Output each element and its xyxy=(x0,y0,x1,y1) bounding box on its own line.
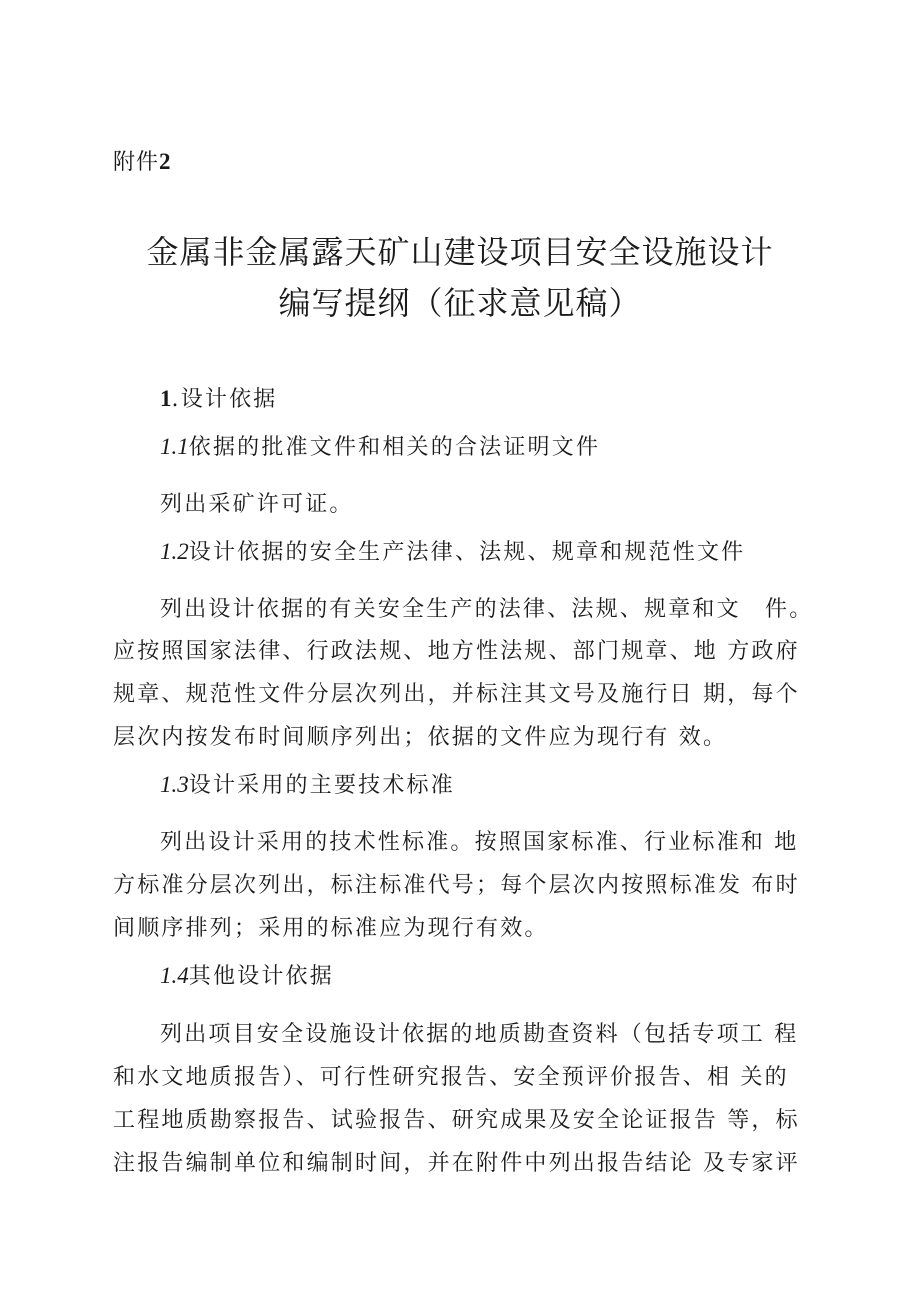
paragraph-line: 注报告编制单位和编制时间，并在附件中列出报告结论 及专家评 xyxy=(113,1151,800,1176)
section-1-title: .设计依据 xyxy=(171,387,278,412)
attachment-label-text: 附件 xyxy=(113,150,160,175)
paragraph-line: 列出项目安全设施设计依据的地质勘查资料（包括专项工 程 xyxy=(160,1022,799,1047)
paragraph-line: 列出采矿许可证。 xyxy=(160,492,354,517)
subsection-1-2-number: 1.2 xyxy=(160,539,189,564)
section-1-number: 1 xyxy=(160,386,172,411)
subsection-1-2-heading xyxy=(160,535,745,566)
paragraph-line: 规章、规范性文件分层次列出，并标注其文号及施行日 期，每个 xyxy=(113,682,800,707)
section-1-heading xyxy=(160,382,278,413)
document-title-line2: 编写提纲（征求意见稿） xyxy=(278,284,642,322)
attachment-number: 2 xyxy=(159,149,172,174)
paragraph-line: 间顺序排列；采用的标准应为现行有效。 xyxy=(113,916,549,941)
paragraph-line: 层次内按发布时间顺序列出；依据的文件应为现行有 效。 xyxy=(113,725,728,750)
subsection-1-3-title: 设计采用的主要技术标准 xyxy=(188,773,455,798)
paragraph-line: 列出设计依据的有关安全生产的法律、法规、规章和文 件。 xyxy=(160,597,814,622)
document-title-line1: 金属非金属露天矿山建设项目安全设施设计 xyxy=(146,233,774,271)
subsection-1-4-heading xyxy=(160,959,334,990)
paragraph-line: 工程地质勘察报告、试验报告、研究成果及安全论证报告 等，标 xyxy=(113,1108,800,1133)
paragraph-line: 列出设计采用的技术性标准。按照国家标准、行业标准和 地 xyxy=(160,830,799,855)
subsection-1-1-heading xyxy=(160,430,600,461)
paragraph-line: 和水文地质报告）、可行性研究报告、安全预评价报告、相 关的 xyxy=(113,1065,789,1090)
subsection-1-2-title: 设计依据的安全生产法律、法规、规章和规范性文件 xyxy=(188,540,746,565)
paragraph-line: 应按照国家法律、行政法规、地方性法规、部门规章、地 方政府 xyxy=(113,639,800,664)
subsection-1-3-number: 1.3 xyxy=(160,772,189,797)
subsection-1-1-number: 1.1 xyxy=(160,434,189,459)
subsection-1-4-number: 1.4 xyxy=(160,963,189,988)
subsection-1-3-heading xyxy=(160,768,455,799)
subsection-1-1-title: 依据的批准文件和相关的合法证明文件 xyxy=(188,435,601,460)
paragraph-line: 方标准分层次列出，标注标准代号；每个层次内按照标准发 布时 xyxy=(113,873,800,898)
attachment-label xyxy=(113,145,172,176)
subsection-1-4-title: 其他设计依据 xyxy=(188,964,334,989)
